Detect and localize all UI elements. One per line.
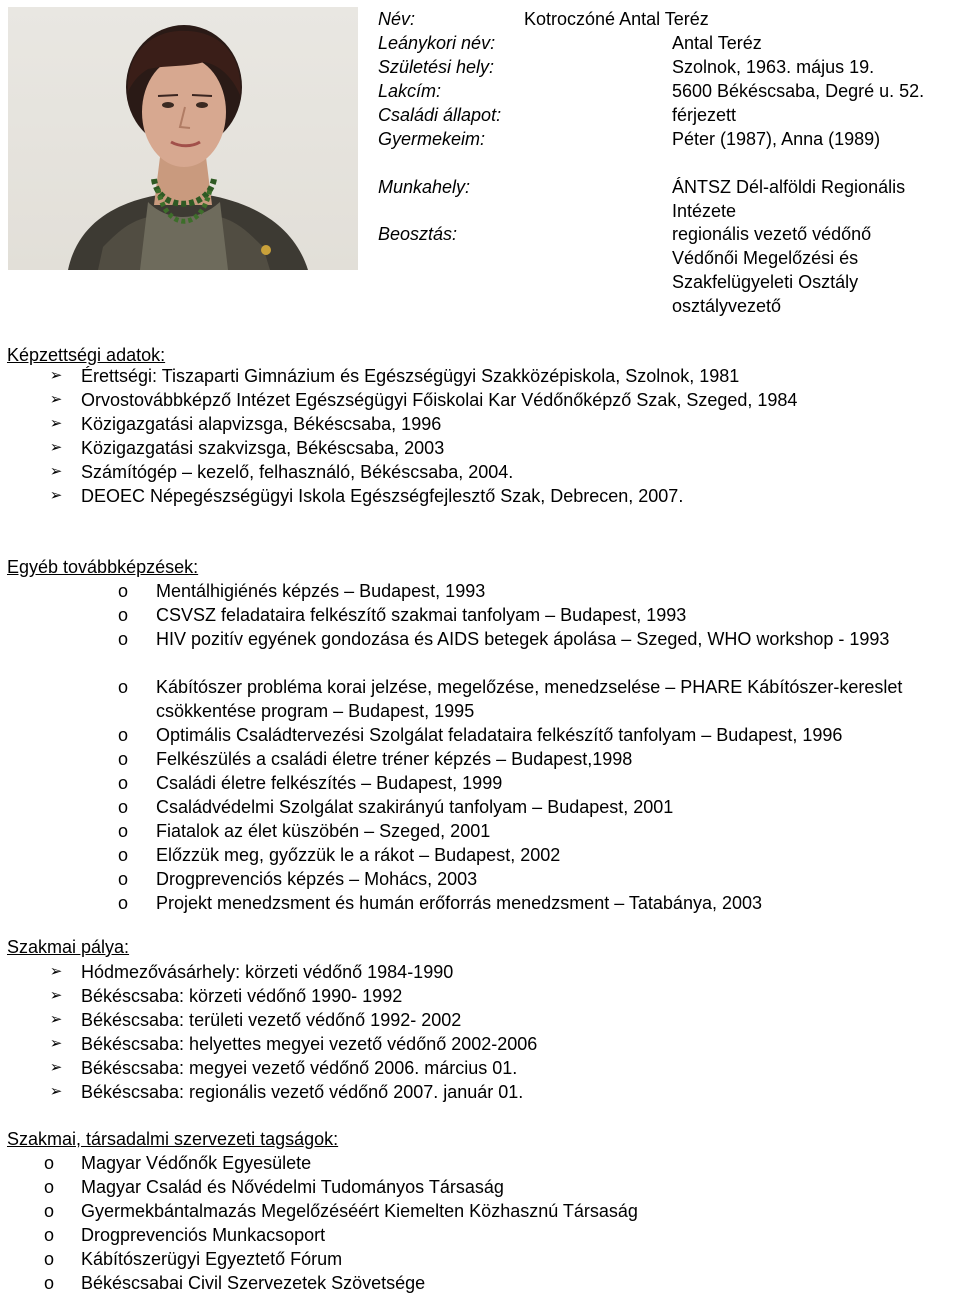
memberships-heading: Szakmai, társadalmi szervezeti tagságok:: [7, 1129, 339, 1149]
circle-bullet-icon: o: [118, 677, 129, 697]
workplace-value-line2: Intézete: [672, 201, 737, 221]
portrait-photo: [8, 7, 358, 270]
training-heading: Egyéb továbbképzések:: [7, 557, 199, 577]
circle-bullet-icon: o: [118, 773, 129, 793]
arrow-bullet-icon: ➢: [49, 487, 63, 504]
circle-bullet-icon: o: [118, 797, 129, 817]
arrow-bullet-icon: ➢: [49, 439, 63, 456]
workplace-label: Munkahely:: [378, 177, 471, 197]
arrow-bullet-icon: ➢: [49, 463, 63, 480]
circle-bullet-icon: o: [118, 893, 129, 913]
arrow-bullet-icon: ➢: [49, 391, 63, 408]
circle-bullet-icon: o: [118, 725, 129, 745]
workplace-value-line1: ÁNTSZ Dél-alföldi Regionális: [672, 177, 906, 197]
arrow-bullet-icon: ➢: [49, 1083, 63, 1100]
position-value-line1: regionális vezető védőnő: [672, 224, 872, 244]
circle-bullet-icon: o: [44, 1201, 55, 1221]
circle-bullet-icon: o: [118, 749, 129, 769]
position-label: Beosztás:: [378, 224, 458, 244]
circle-bullet-icon: o: [44, 1225, 55, 1245]
children-label: Gyermekeim:: [378, 129, 486, 149]
circle-bullet-icon: o: [44, 1177, 55, 1197]
circle-bullet-icon: o: [118, 845, 129, 865]
maiden-name-value: Antal Teréz: [672, 33, 762, 53]
arrow-bullet-icon: ➢: [49, 367, 63, 384]
circle-bullet-icon: o: [44, 1153, 55, 1173]
circle-bullet-icon: o: [118, 821, 129, 841]
position-value-line4: osztályvezető: [672, 296, 782, 316]
circle-bullet-icon: o: [44, 1249, 55, 1269]
arrow-bullet-icon: ➢: [49, 987, 63, 1004]
maiden-name-label: Leánykori név:: [378, 33, 496, 53]
career-heading: Szakmai pálya:: [7, 937, 130, 957]
circle-bullet-icon: o: [118, 605, 129, 625]
address-value: 5600 Békéscsaba, Degré u. 52.: [672, 81, 925, 101]
name-value: Kotroczóné Antal Teréz: [524, 9, 709, 29]
arrow-bullet-icon: ➢: [49, 1011, 63, 1028]
circle-bullet-icon: o: [118, 581, 129, 601]
birthplace-value: Szolnok, 1963. május 19.: [672, 57, 875, 77]
birthplace-label: Születési hely:: [378, 57, 495, 77]
position-value-line3: Szakfelügyeleti Osztály: [672, 272, 859, 292]
arrow-bullet-icon: ➢: [49, 415, 63, 432]
arrow-bullet-icon: ➢: [49, 1035, 63, 1052]
marital-status-label: Családi állapot:: [378, 105, 502, 125]
circle-bullet-icon: o: [118, 629, 129, 649]
circle-bullet-icon: o: [118, 869, 129, 889]
position-value-line2: Védőnői Megelőzési és: [672, 248, 859, 268]
circle-bullet-icon: o: [44, 1273, 55, 1293]
arrow-bullet-icon: ➢: [49, 963, 63, 980]
arrow-bullet-icon: ➢: [49, 1059, 63, 1076]
address-label: Lakcím:: [378, 81, 442, 101]
name-label: Név:: [378, 9, 416, 29]
marital-status-value: férjezett: [672, 105, 737, 125]
children-value: Péter (1987), Anna (1989): [672, 129, 881, 149]
education-heading: Képzettségi adatok:: [7, 345, 166, 365]
